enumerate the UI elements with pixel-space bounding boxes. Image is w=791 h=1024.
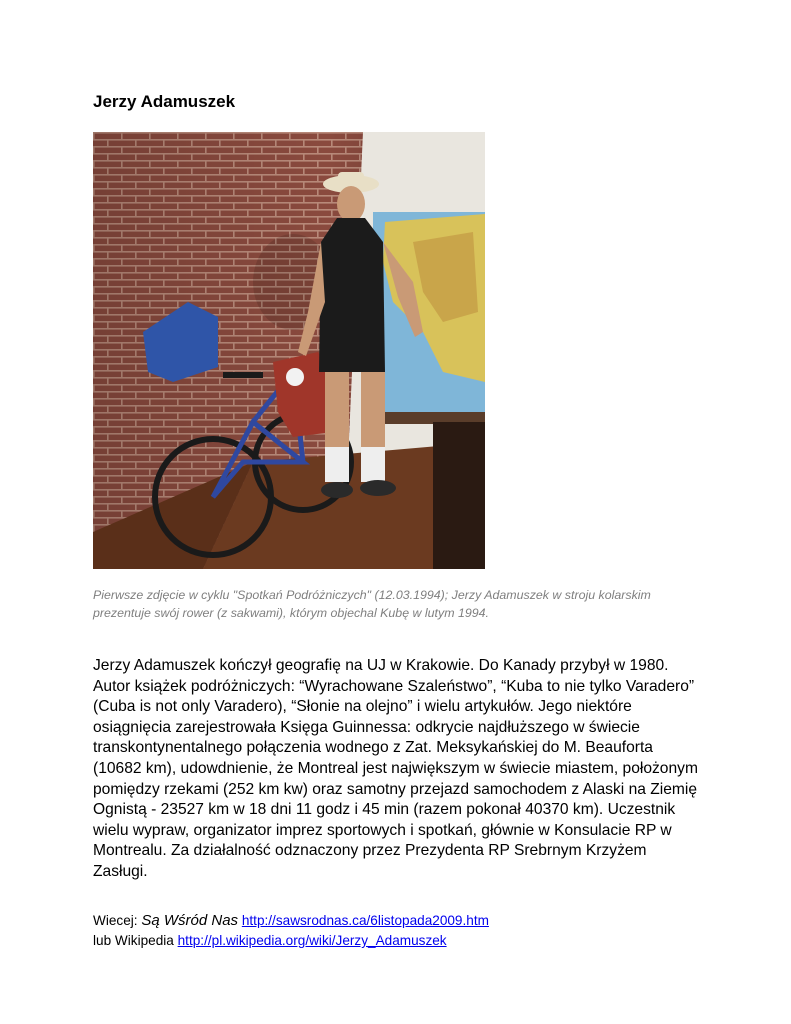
- source-name: Są Wśród Nas: [141, 912, 239, 929]
- links-row-wikipedia: [93, 931, 489, 951]
- links-section: [93, 911, 489, 951]
- bio-line: Zasługi.: [93, 862, 148, 880]
- bio-line: wielu wypraw, organizator imprez sportowych i spotkań, głównie w Konsulacie RP w: [93, 821, 672, 839]
- wikipedia-label: lub Wikipedia: [93, 933, 178, 948]
- page-title: Jerzy Adamuszek: [93, 92, 236, 111]
- more-label: Wiecej:: [93, 913, 142, 928]
- wikipedia-link[interactable]: http://pl.wikipedia.org/wiki/Jerzy_Adamuszek: [177, 933, 447, 948]
- bio-line: (10682 km), udowdnienie, że Montreal jest największym w świecie miastem, położonym: [93, 759, 698, 777]
- bio-line: Autor książek podróżniczych: “Wyrachowane Szaleństwo”, “Kuba to nie tylko Varadero”: [93, 677, 695, 695]
- bio-line: Montrealu. Za działalność odznaczony przez Prezydenta RP Srebrnym Krzyżem: [93, 842, 647, 860]
- caption-line: prezentuje swój rower (z sakwami), którym objechal Kubę w lutym 1994.: [93, 606, 489, 620]
- bio-line: (Cuba is not only Varadero), “Słonie na olejno” i wielu artykułów. Jego niektóre: [93, 698, 632, 716]
- photo-caption: [93, 586, 713, 622]
- bio-line: osiągnięcia zarejestrowała Księga Guinnessa: odkrycie najdłuższego w świecie: [93, 718, 640, 736]
- bio-line: transkontynentalnego połączenia wodnego z Zat. Meksykańskiej do M. Beauforta: [93, 739, 653, 757]
- saws-link[interactable]: http://sawsrodnas.ca/6listopada2009.htm: [241, 913, 489, 928]
- caption-line: Pierwsze zdjęcie w cyklu "Spotkań Podróżniczych" (12.03.1994); Jerzy Adamuszek w stroju kolarskim: [93, 588, 651, 602]
- biography-paragraph: [93, 656, 733, 883]
- man-with-bicycle-photo: [93, 132, 485, 569]
- bio-line: Ognistą - 23527 km w 18 dni 11 godz i 45 min (razem pokonał 40370 km). Uczestnik: [93, 801, 676, 819]
- bio-line: Jerzy Adamuszek kończył geografię na UJ w Krakowie. Do Kanady przybył w 1980.: [93, 657, 669, 674]
- links-row-saws: [93, 911, 489, 931]
- bio-line: pomiędzy rzekami (252 km kw) oraz samotny przejazd samochodem z Alaski na Ziemię: [93, 780, 698, 798]
